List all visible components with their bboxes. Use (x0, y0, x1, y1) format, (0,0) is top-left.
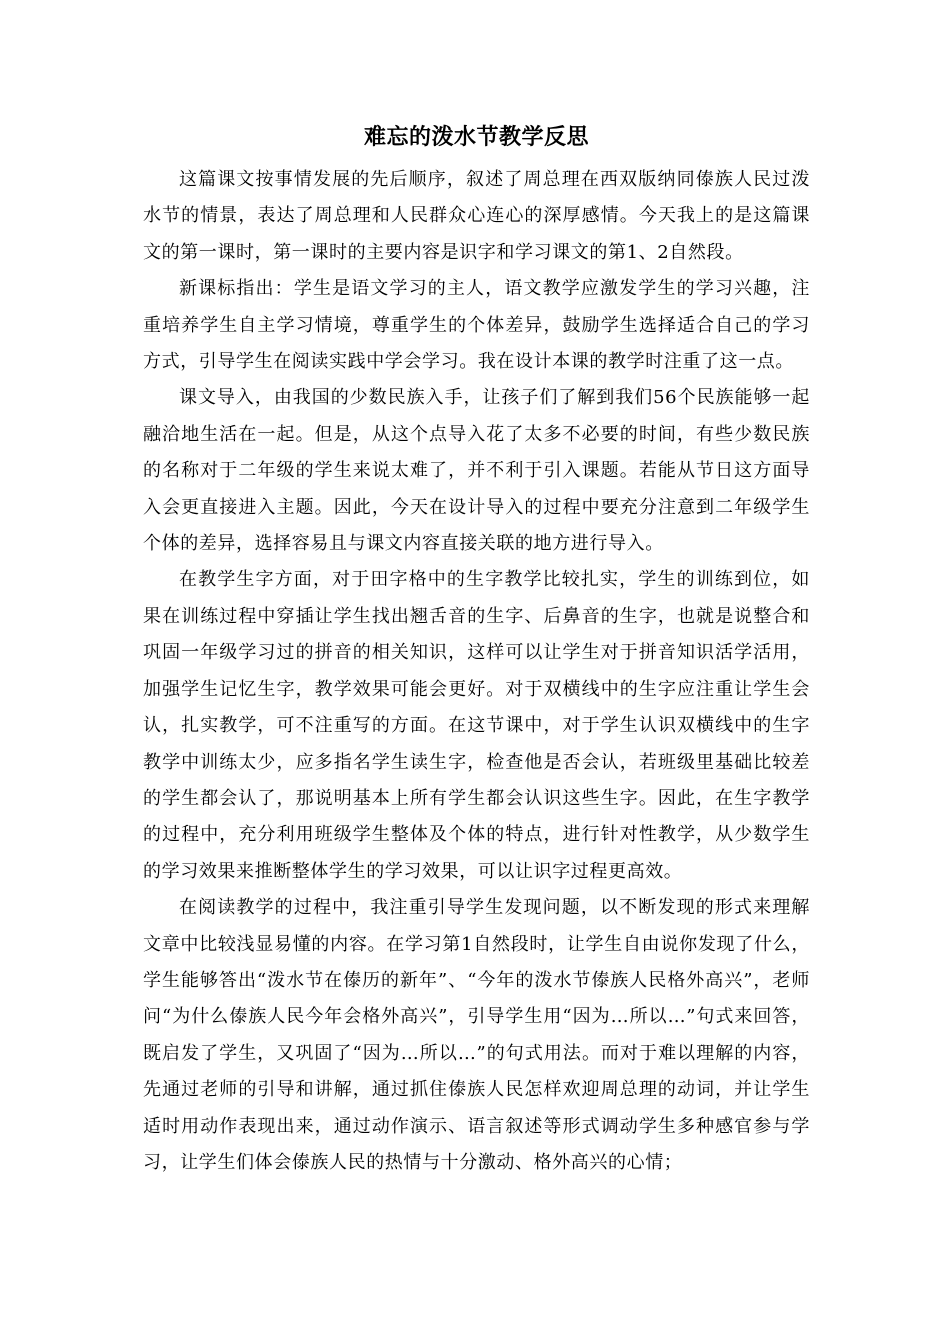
paragraph-reading-teaching: 在阅读教学的过程中，我注重引导学生发现问题，以不断发现的形式来理解文章中比较浅显易懂的内容。在学习第1自然段时，让学生自由说你发现了什么，学生能够答出“泼水节在傣历的新年”、“今年的泼水节傣族人民格外高兴”，老师问“为什么傣族人民今年会格外高兴”，引导学生用“因为…所以…”句式来回答，既启发了学生，又巩固了“因为…所以…”的句式用法。而对于难以理解的内容，先通过老师的引导和讲解，通过抓住傣族人民怎样欢迎周总理的动词，并让学生适时用动作表现出来，通过动作演示、语言叙述等形式调动学生多种感官参与学习，让学生们体会傣族人民的热情与十分激动、格外高兴的心情； (143, 897, 810, 1173)
document-page (143, 112, 810, 1181)
document-title: 难忘的泼水节教学反思 (363, 124, 589, 150)
paragraph-intro: 这篇课文按事情发展的先后顺序，叙述了周总理在西双版纳同傣族人民过泼水节的情景，表达了周总理和人民群众心连心的深厚感情。今天我上的是这篇课文的第一课时，第一课时的主要内容是识字和学习课文的第1、2自然段。 (143, 169, 810, 263)
paragraph-introduction-reflection: 课文导入，由我国的少数民族入手，让孩子们了解到我们56个民族能够一起融洽地生活在一起。但是，从这个点导入花了太多不必要的时间，有些少数民族的名称对于二年级的学生来说太难了，并不利于引入课题。若能从节日这方面导入会更直接进入主题。因此，今天在设计导入的过程中要充分注意到二年级学生个体的差异，选择容易且与课文内容直接关联的地方进行导入。 (143, 387, 810, 555)
paragraph-curriculum: 新课标指出：学生是语文学习的主人，语文教学应激发学生的学习兴趣，注重培养学生自主学习情境，尊重学生的个体差异，鼓励学生选择适合自己的学习方式，引导学生在阅读实践中学会学习。我在设计本课的教学时注重了这一点。 (143, 278, 810, 373)
paragraph-character-teaching: 在教学生字方面，对于田字格中的生字教学比较扎实，学生的训练到位，如果在训练过程中穿插让学生找出翘舌音的生字、后鼻音的生字，也就是说整合和巩固一年级学习过的拼音的相关知识，这样可以让学生对于拼音知识活学活用，加强学生记忆生字，教学效果可能会更好。对于双横线中的生字应注重让学生会认，扎实教学，可不注重写的方面。在这节课中，对于学生认识双横线中的生字教学中训练太少，应多指名学生读生字，检查他是否会认，若班级里基础比较差的学生都会认了，那说明基本上所有学生都会认识这些生字。因此，在生字教学的过程中，充分利用班级学生整体及个体的特点，进行针对性教学，从少数学生的学习效果来推断整体学生的学习效果，可以让识字过程更高效。 (143, 569, 810, 882)
